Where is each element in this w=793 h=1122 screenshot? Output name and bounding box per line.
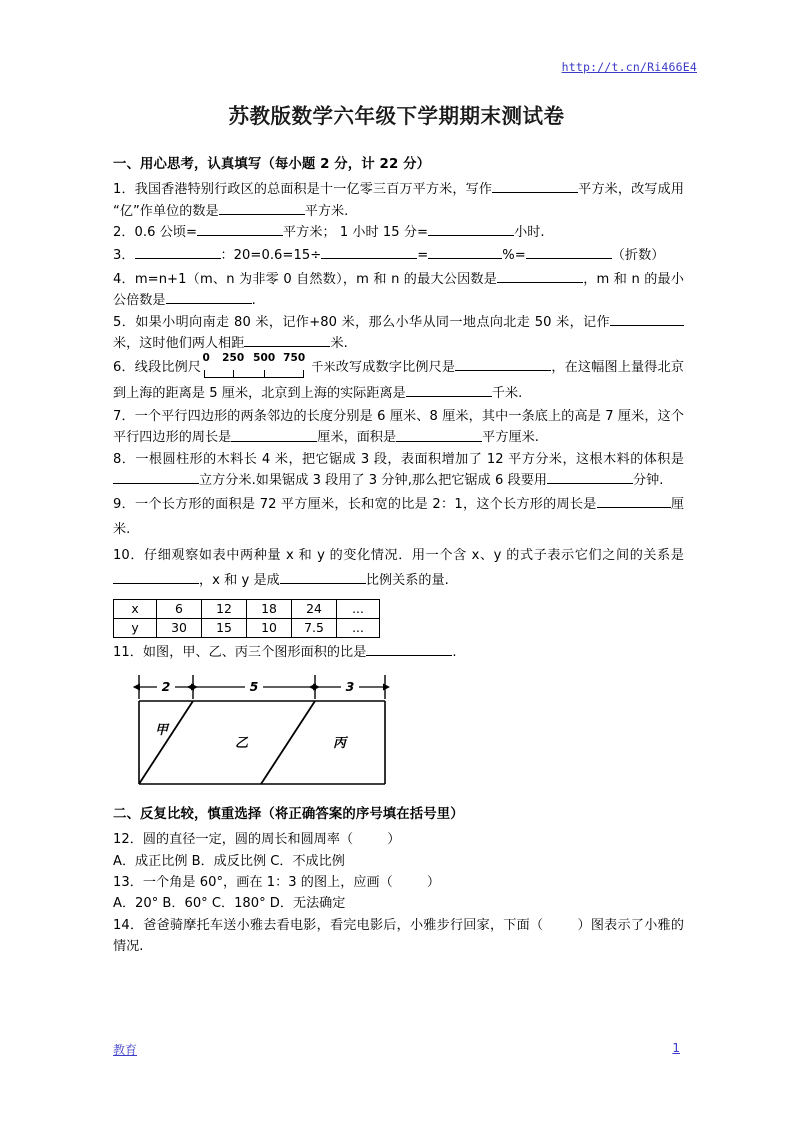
- figure-label-bing: 丙: [333, 736, 347, 752]
- question-6-text-c: ，在这幅图上量得北京到上海的距离是 5 厘米，北京到上海的实际距离是: [113, 359, 685, 401]
- cell-y-ellipsis: ...: [337, 618, 380, 637]
- question-10-text-b: ，x 和 y 是成: [199, 573, 280, 589]
- figure-label-yi: 乙: [235, 736, 249, 752]
- question-3-blank-3[interactable]: [428, 245, 502, 259]
- question-3-text-e: （折数）: [611, 248, 665, 264]
- figure-dimension-1: 2: [161, 679, 171, 695]
- question-4-text-c: .: [251, 293, 256, 309]
- row-label-x: x: [114, 599, 157, 618]
- question-12-stem-a: 12．圆的直径一定，圆的周长和圆周率（: [113, 832, 354, 848]
- question-13-stem-a: 13．一个角是 60°，画在 1：3 的图上，应画（: [113, 874, 393, 890]
- question-9: [113, 492, 684, 543]
- question-5-blank-2[interactable]: [244, 333, 330, 347]
- question-2-text-c: 小时.: [514, 225, 545, 241]
- question-7-text-a: 7．一个平行四边形的两条邻边的长度分别是 6 厘米、8 厘米，其中一条底上的高是 7 厘米，这个平行四边形的周长是: [113, 409, 684, 446]
- question-10: [113, 543, 684, 594]
- cell-y-4: 7.5: [292, 618, 337, 637]
- question-4-text-b: ，m 和 n 的最小公倍数是: [113, 272, 684, 309]
- section-1-heading: 一、用心思考，认真填写（每小题 2 分，计 22 分）: [113, 157, 431, 172]
- page-number[interactable]: 1: [672, 1041, 680, 1055]
- question-4-blank-1[interactable]: [497, 269, 583, 283]
- question-3-blank-1[interactable]: [135, 245, 221, 259]
- question-2-blank-2[interactable]: [428, 222, 514, 236]
- question-6-blank-2[interactable]: [406, 383, 492, 397]
- header-url-area: [562, 56, 697, 75]
- question-9-text-a: 9．一个长方形的面积是 72 平方厘米，长和宽的比是 2：1，这个长方形的周长是: [113, 496, 597, 512]
- question-6: [113, 351, 685, 407]
- question-1-text-b: 平方米，改写成用“亿”作单位的数是: [113, 182, 685, 219]
- source-url-link[interactable]: http://t.cn/Ri466E4: [561, 60, 697, 74]
- cell-x-4: 24: [292, 599, 337, 618]
- question-3-blank-4[interactable]: [526, 245, 612, 259]
- question-1: [113, 179, 684, 222]
- question-10-blank-2[interactable]: [280, 570, 366, 584]
- question-1-text-a: 1．我国香港特别行政区的总面积是十一亿零三百万平方米，写作: [113, 182, 493, 198]
- question-10-text-c: 比例关系的量.: [365, 573, 449, 589]
- scale-bar-numbers: [202, 353, 310, 366]
- question-4: [113, 269, 684, 312]
- scale-tick-label-1: 250: [222, 351, 245, 364]
- question-3-text-a: 3．: [113, 248, 135, 264]
- question-11-blank-1[interactable]: [366, 642, 452, 656]
- question-5: [113, 312, 684, 355]
- cell-x-ellipsis: ...: [337, 599, 380, 618]
- question-7-blank-2[interactable]: [396, 427, 482, 441]
- question-10-blank-1[interactable]: [113, 570, 199, 584]
- footer-link[interactable]: 教育: [113, 1043, 138, 1057]
- question-13: [113, 872, 684, 893]
- question-7-text-c: 平方厘米.: [482, 430, 539, 446]
- page-footer: [113, 1041, 680, 1059]
- question-3: [113, 243, 684, 269]
- figure-dimension-2: 5: [249, 679, 259, 695]
- figure-divider-1: [139, 701, 193, 784]
- question-3-text-d: %=: [502, 248, 526, 264]
- question-2-text-b: 平方米； 1 小时 15 分=: [283, 225, 429, 241]
- cell-y-1: 30: [157, 618, 202, 637]
- question-5-text-a: 5．如果小明向南走 80 米，记作+80 米，那么小华从同一地点向北走 50 米，记作: [113, 314, 610, 330]
- question-2-blank-1[interactable]: [197, 222, 283, 236]
- document-content: [113, 155, 684, 957]
- page-title: 苏教版数学六年级下学期期末测试卷: [228, 104, 565, 128]
- question-9-text-b: 厘米.: [113, 496, 684, 538]
- question-8-blank-2[interactable]: [547, 470, 633, 484]
- question-11: [113, 642, 684, 663]
- table-row: [114, 618, 380, 637]
- question-8-text-a: 8．一根圆柱形的木料长 4 米，把它锯成 3 段，表面积增加了 12 平方分米，这根木料的体积是: [113, 451, 684, 467]
- question-2: [113, 222, 684, 243]
- question-3-text-b: ：20=0.6=15÷: [220, 248, 322, 264]
- cell-x-1: 6: [157, 599, 202, 618]
- figure-dimension-3: 3: [345, 679, 355, 695]
- question-7-blank-1[interactable]: [231, 427, 317, 441]
- question-10-text-a: 10．仔细观察如表中两种量 x 和 y 的变化情况．用一个含 x、y 的式子表示它们之间的关系是: [113, 547, 684, 563]
- cell-x-2: 12: [202, 599, 247, 618]
- question-12-stem-b: ）: [387, 832, 401, 848]
- scale-bar-tick-2: [264, 370, 265, 378]
- scale-tick-label-0: 0: [202, 351, 210, 364]
- scale-tick-label-2: 500: [253, 351, 276, 364]
- question-13-stem-b: ）: [426, 874, 440, 890]
- question-14-stem-a: 14．爸爸骑摩托车送小雅去看电影，看完电影后，小雅步行回家，下面（: [113, 917, 544, 933]
- scale-bar-unit: 千米: [311, 359, 336, 374]
- cell-x-3: 18: [247, 599, 292, 618]
- question-8: [113, 449, 684, 492]
- question-7: [113, 406, 684, 449]
- question-3-blank-2[interactable]: [321, 245, 417, 259]
- sheared-shapes-diagram: [127, 671, 467, 791]
- question-9-blank-1[interactable]: [597, 494, 671, 508]
- figure-label-jia: 甲: [155, 723, 169, 739]
- question-1-blank-2[interactable]: [219, 201, 305, 215]
- xy-variation-table: [113, 599, 380, 638]
- cell-y-2: 15: [202, 618, 247, 637]
- question-8-text-b: 立方分米.如果锯成 3 段用了 3 分钟,那么把它锯成 6 段要用: [199, 473, 548, 489]
- line-scale-bar-graphic: [202, 351, 310, 381]
- question-5-blank-1[interactable]: [610, 312, 684, 326]
- question-11-text-a: 11．如图，甲、乙、丙三个图形面积的比是: [113, 644, 367, 660]
- scale-bar-tick-1: [233, 370, 234, 378]
- question-1-text-c: 平方米.: [304, 203, 349, 219]
- scale-tick-label-3: 750: [283, 351, 306, 364]
- question-2-text-a: 2．0.6 公顷=: [113, 225, 198, 241]
- question-8-blank-1[interactable]: [113, 470, 199, 484]
- question-14: [113, 915, 684, 958]
- question-5-text-b: 米，这时他们两人相距: [113, 336, 245, 352]
- question-6-blank-1[interactable]: [455, 357, 551, 371]
- row-label-y: y: [114, 618, 157, 637]
- cell-y-3: 10: [247, 618, 292, 637]
- question-6-text-a: 6．线段比例尺: [113, 359, 202, 375]
- question-1-blank-1[interactable]: [492, 179, 578, 193]
- question-13-options[interactable]: A．20° B．60° C．180° D．无法确定: [113, 896, 346, 912]
- table-row: [114, 599, 380, 618]
- section-2-heading: 二、反复比较，慎重选择（将正确答案的序号填在括号里）: [113, 807, 464, 823]
- scale-bar-body: [204, 370, 304, 378]
- figure-divider-2: [261, 701, 315, 784]
- question-4-text-a: 4．m=n+1（m、n 为非零 0 自然数），m 和 n 的最大公因数是: [113, 272, 498, 287]
- question-12: [113, 829, 684, 850]
- question-5-text-c: 米.: [330, 336, 348, 352]
- question-11-figure: [127, 671, 467, 791]
- question-7-text-b: 厘米，面积是: [317, 430, 397, 446]
- question-8-text-c: 分钟.: [633, 473, 664, 489]
- question-11-text-b: .: [452, 644, 457, 660]
- question-4-blank-2[interactable]: [166, 290, 252, 304]
- question-6-text-d: 千米.: [491, 385, 523, 401]
- question-3-text-c: =: [417, 248, 429, 264]
- question-14-stem-b: ）图表示了小雅的情况.: [113, 917, 685, 954]
- question-6-text-b: 改写成数字比例尺是: [335, 359, 456, 375]
- question-12-options[interactable]: A．成正比例 B．成反比例 C．不成比例: [113, 853, 345, 869]
